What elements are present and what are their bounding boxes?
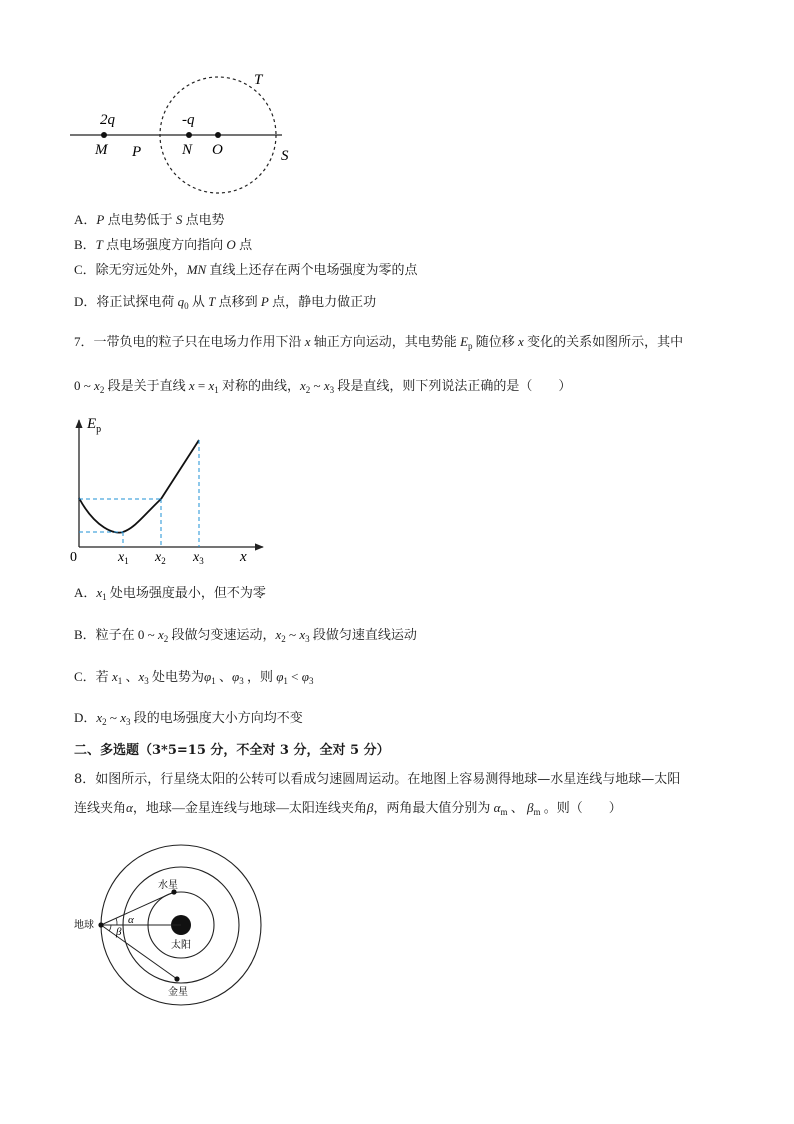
math-symbol: E [460,334,469,349]
label-T: T [254,72,263,88]
math-symbol: x [300,378,306,393]
x2-tick-label: $x_2$ [155,550,166,565]
option-letter: D． [74,710,97,725]
math-symbol: x [518,334,524,349]
option-letter: A． [74,212,97,227]
charge-circle-figure [60,60,320,205]
text-run: ~ [106,710,121,725]
venus-dot [174,976,179,981]
label-M: M [95,142,108,158]
planet-orbit-figure [66,840,276,1015]
text-run: 0 ~ [74,378,95,393]
text-run: 对称的曲线， [218,378,301,393]
math-symbol: φ [232,669,240,684]
text-run: 直线上还存在两个电场强度为零的点 [206,262,418,277]
math-symbol: x [94,378,100,393]
mercury-label: 水星 [158,880,178,891]
section2-heading: 二、多选题（3*5=15 分，不全对 3 分，全对 5 分） [74,743,390,758]
charge-neg-q-label: -q [182,112,195,128]
text-run: 变化的关系如图所示，其中 [523,334,684,349]
math-symbol: P [260,294,269,309]
text-run: 点电场强度方向指向 [102,237,227,252]
text-run: 若 [95,669,112,684]
math-subscript: 3 [126,717,131,727]
math-symbol: x [323,378,330,393]
math-subscript: 2 [305,385,311,395]
math-subscript: 1 [214,385,219,395]
math-symbol: φ [204,669,212,684]
text-run: 点电势低于 [104,212,176,227]
text-run: = [194,378,209,393]
q7-option-d [74,709,303,731]
q6-option-a [74,211,225,230]
q7-stem-line2 [74,377,571,399]
text-run: 段做匀速直线运动 [309,627,417,642]
math-subscript: 2 [163,634,169,644]
math-symbol: P [96,212,105,227]
origin-label: 0 [70,550,77,565]
x1-tick-label: $x_1$ [118,550,129,565]
x3-tick-label: $x_3$ [193,550,204,565]
math-subscript: 3 [144,676,149,686]
math-symbol: x [304,334,311,349]
math-subscript: 1 [283,676,288,686]
text-run: 除无穷远处外， [95,262,187,277]
math-symbol: x [96,710,103,725]
q6-option-c [74,261,417,280]
label-S: S [281,148,289,164]
math-symbol: S [175,212,183,227]
math-subscript: 1 [211,676,216,686]
math-symbol: q [177,294,185,309]
math-symbol: x [120,710,126,725]
option-letter: C． [74,669,96,684]
math-symbol: α [126,800,133,815]
text-run: < [287,669,302,684]
math-symbol: MN [186,262,207,277]
math-symbol: x [208,378,215,393]
math-subscript: 3 [308,676,314,686]
math-subscript: 3 [305,634,310,644]
text-run: 粒子在 0 ~ [95,627,158,642]
math-subscript: 2 [99,385,105,395]
text-run: 将正试探电荷 [96,294,178,309]
math-symbol: T [208,294,216,309]
math-symbol: β [526,800,534,815]
sun-label: 太阳 [171,940,191,951]
text-run: 段是直线，则下列说法正确的是（ ） [334,378,572,393]
text-run: 段做匀变速运动， [168,627,276,642]
earth-venus-line [101,925,177,979]
text-run: 点电势 [182,212,225,227]
ep-curve [79,440,199,533]
math-symbol: φ [301,669,309,684]
math-subscript: 3 [329,385,335,395]
option-letter: D． [74,294,97,309]
text-run: 处电势为 [148,669,205,684]
alpha-label: α [128,914,134,926]
text-run: 点 [235,237,253,252]
beta-label: β [116,926,122,938]
text-run: ，则 [243,669,277,684]
math-symbol: α [493,800,501,815]
math-symbol: β [366,800,374,815]
q8-stem-line1: 8．如图所示，行星绕太阳的公转可以看成匀速圆周运动。在地图上容易测得地球—水星连线与地球—太阳 [74,772,681,787]
math-symbol: x [111,669,118,684]
venus-label: 金星 [168,987,188,998]
text-run: ~ [310,378,324,393]
text-run: 、 [507,800,527,815]
text-run: 、 [215,669,232,684]
q6-option-d [74,293,376,315]
q7-option-a [74,584,266,606]
math-subscript: m [500,807,508,817]
text-run: 7．一带负电的粒子只在电场力作用下沿 [74,334,305,349]
text-run: 从 [188,294,209,309]
text-run: 段是关于直线 [104,378,189,393]
text-run: ，两角最大值分别为 [373,800,494,815]
q7-option-c [74,668,313,690]
alpha-arc [116,918,117,925]
text-run: 连线夹角 [74,800,127,815]
math-symbol: x [188,378,195,393]
option-letter: B． [74,237,96,252]
math-symbol: x [96,585,103,600]
math-symbol: T [95,237,103,252]
earth-label: 地球 [74,920,94,931]
beta-arc [109,925,111,931]
math-subscript: m [533,807,541,817]
math-symbol: x [138,669,145,684]
math-subscript: 1 [117,676,123,686]
q7-option-b [74,626,417,648]
x-axis-label: x [240,549,247,565]
math-subscript: 2 [281,634,286,644]
ep-x-graph [65,410,275,565]
math-symbol: x [157,627,164,642]
text-run: 、 [122,669,139,684]
math-symbol: x [275,627,282,642]
text-run: 轴正方向运动，其电势能 [310,334,461,349]
math-symbol: O [226,237,236,252]
earth-dot [98,922,103,927]
text-run: 点移到 [215,294,261,309]
math-symbol: φ [276,669,284,684]
point-O-dot [215,132,221,138]
text-run: 随位移 [472,334,519,349]
text-run: 。则（ ） [540,800,622,815]
point-M-dot [101,132,107,138]
text-run: 点，静电力做正功 [268,294,377,309]
math-subscript: 0 [184,301,189,311]
option-letter: C． [74,262,96,277]
math-subscript: p [468,341,473,351]
ylabel-ep: $E_p$ [87,416,102,435]
q7-stem-line1 [74,333,683,355]
label-O: O [212,142,223,158]
q6-option-b [74,236,252,255]
charge-2q-label: 2q [100,112,115,128]
option-letter: A． [74,585,97,600]
earth-mercury-line [101,892,174,925]
math-symbol: x [299,627,306,642]
text-run: 段的电场强度大小方向均不变 [130,710,303,725]
text-run: ~ [285,627,300,642]
text-run: ，地球—金星连线与地球—太阳连线夹角 [132,800,367,815]
math-subscript: 2 [102,717,107,727]
point-N-dot [186,132,192,138]
option-letter: B． [74,627,96,642]
q8-stem-line2 [74,799,622,821]
math-subscript: 1 [102,592,107,602]
label-P: P [132,144,142,160]
math-subscript: 3 [239,676,244,686]
label-N: N [182,142,193,158]
text-run: 处电场强度最小，但不为零 [106,585,266,600]
